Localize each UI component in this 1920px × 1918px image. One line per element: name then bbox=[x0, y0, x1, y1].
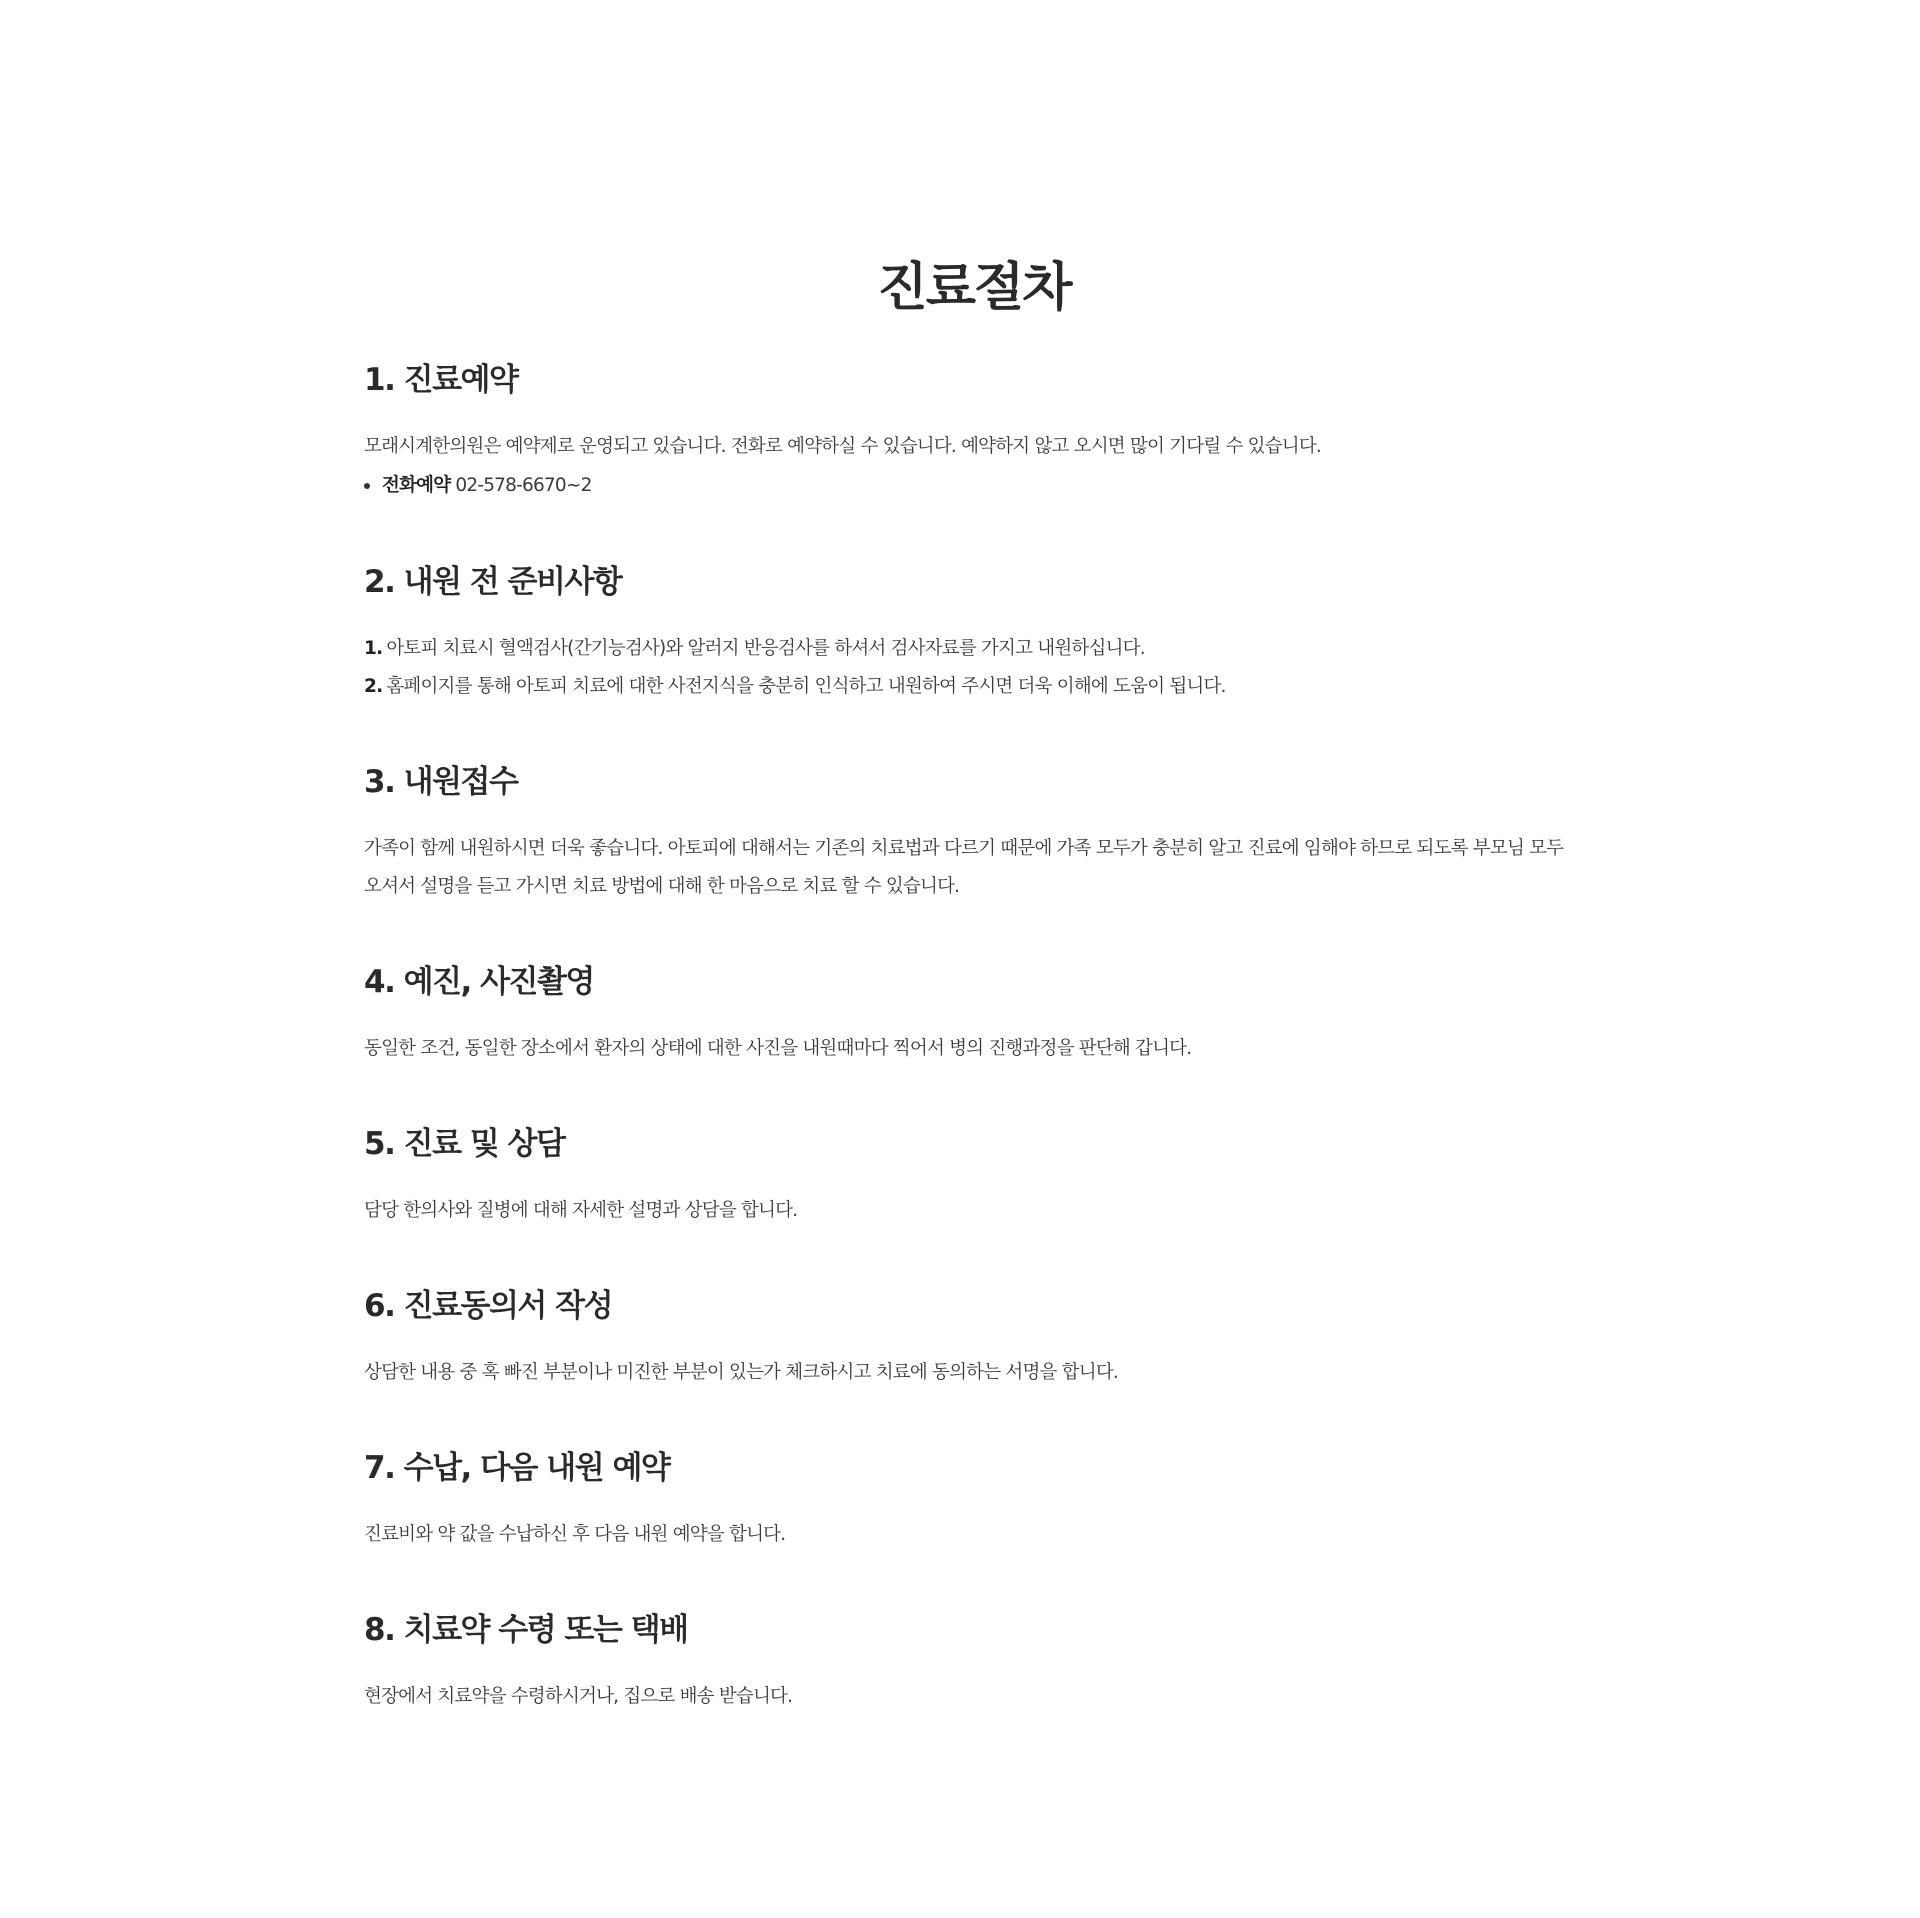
section-text: 진료비와 약 값을 수납하신 후 다음 내원 예약을 합니다. bbox=[364, 1524, 786, 1545]
phone-number[interactable]: 02-578-6670~2 bbox=[455, 475, 592, 496]
section-heading: 8. 치료약 수령 또는 택배 bbox=[364, 1612, 688, 1648]
section-heading: 6. 진료동의서 작성 bbox=[364, 1288, 613, 1324]
list-item bbox=[364, 668, 1584, 706]
numbered-list bbox=[364, 630, 1584, 706]
section-text: 가족이 함께 내원하시면 더욱 좋습니다. 아토피에 대해서는 기존의 치료법과 다르기 때문에 가족 모두가 충분히 알고 진료에 임해야 하므로 되도록 부모님 모두 오셔서 설명을 듣고 가시면 치료 방법에 대해 한 마음으로 치료 할 수 있습니다. bbox=[364, 838, 1564, 897]
section-consultation bbox=[364, 1120, 1584, 1230]
page-title: 진료절차 bbox=[877, 258, 1071, 318]
section-heading: 2. 내원 전 준비사항 bbox=[364, 564, 622, 600]
section-text: 동일한 조건, 동일한 장소에서 환자의 상태에 대한 사진을 내원때마다 찍어서 병의 진행과정을 판단해 갑니다. bbox=[364, 1038, 1192, 1059]
phone-reservation-item bbox=[364, 466, 1584, 506]
section-pre-exam-photo bbox=[364, 958, 1584, 1068]
list-item-text: 홈페이지를 통해 아토피 치료에 대한 사전지식을 충분히 인식하고 내원하여 주시면 더욱 이해에 도움이 됩니다. bbox=[386, 676, 1226, 697]
phone-reservation-label: 전화예약 bbox=[382, 475, 451, 496]
section-consent-form bbox=[364, 1282, 1584, 1392]
list-item bbox=[364, 630, 1584, 668]
section-reception bbox=[364, 758, 1584, 906]
section-text: 모래시계한의원은 예약제로 운영되고 있습니다. 전화로 예약하실 수 있습니다. 예약하지 않고 오시면 많이 기다릴 수 있습니다. bbox=[364, 436, 1321, 457]
bullet-list bbox=[364, 466, 1584, 506]
list-number: 1. bbox=[364, 638, 383, 659]
section-payment bbox=[364, 1444, 1584, 1554]
section-text: 상담한 내용 중 혹 빠진 부분이나 미진한 부분이 있는가 체크하시고 치료에 동의하는 서명을 합니다. bbox=[364, 1362, 1118, 1383]
section-text: 담당 한의사와 질병에 대해 자세한 설명과 상담을 합니다. bbox=[364, 1200, 798, 1221]
section-heading: 5. 진료 및 상담 bbox=[364, 1126, 565, 1162]
bullet-dot-icon bbox=[364, 483, 370, 489]
section-heading: 4. 예진, 사진촬영 bbox=[364, 964, 594, 1000]
list-number: 2. bbox=[364, 676, 383, 697]
section-heading: 7. 수납, 다음 내원 예약 bbox=[364, 1450, 670, 1486]
section-preparation bbox=[364, 558, 1584, 706]
list-item-text: 아토피 치료시 혈액검사(간기능검사)와 알러지 반응검사를 하셔서 검사자료를 가지고 내원하십니다. bbox=[386, 638, 1145, 659]
section-heading: 3. 내원접수 bbox=[364, 764, 518, 800]
section-heading: 1. 진료예약 bbox=[364, 362, 518, 398]
section-text: 현장에서 치료약을 수령하시거나, 집으로 배송 받습니다. bbox=[364, 1686, 793, 1707]
section-medicine-delivery bbox=[364, 1606, 1584, 1716]
content-container bbox=[364, 248, 1584, 1716]
section-reservation bbox=[364, 356, 1584, 506]
